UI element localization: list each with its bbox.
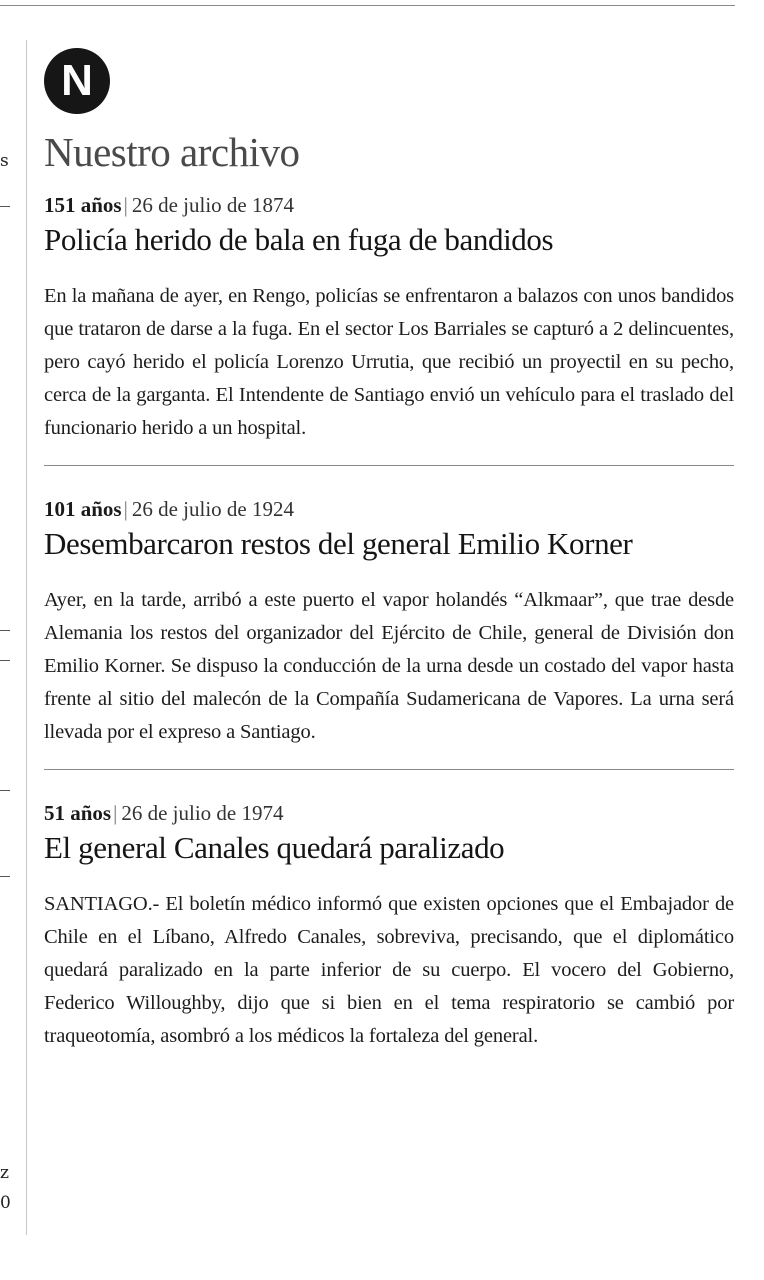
entry-years: 101 años — [44, 497, 122, 521]
entry-date: 26 de julio de 1874 — [131, 193, 294, 217]
entry-headline: El general Canales quedará paralizado — [44, 830, 505, 865]
entry-divider — [44, 769, 734, 770]
column-rule — [26, 40, 27, 1235]
top-rule — [0, 5, 735, 6]
entry-divider — [44, 465, 734, 466]
archive-entry — [44, 496, 734, 749]
entry-kicker — [44, 496, 734, 522]
entry-separator: | — [123, 497, 128, 521]
entry-date: 26 de julio de 1974 — [121, 801, 284, 825]
archive-entry — [44, 800, 734, 1053]
section-title: Nuestro archivo — [44, 129, 300, 175]
entry-date: 26 de julio de 1924 — [131, 497, 294, 521]
entry-kicker — [44, 192, 734, 218]
entry-headline: Policía herido de bala en fuga de bandidos — [44, 222, 554, 257]
section-badge — [44, 48, 110, 114]
badge-letter: N — [61, 56, 93, 105]
adjacent-column-rule — [0, 206, 10, 207]
entry-body: En la mañana de ayer, en Rengo, policías se enfrentaron a balazos con unos bandidos que trataron de darse a la fuga. En el sector Los Barriales se capturó a 2 delincuentes, pero cayó herido el policía Lorenzo Urrutia, que recibió un proyectil en su pecho, cerca de la garganta. El Intendente de Santiago envió un vehículo para el traslado del funcionario herido a un hospital. — [44, 285, 734, 439]
entry-body: Ayer, en la tarde, arribó a este puerto el vapor holandés “Alkmaar”, que trae desde Alemania los restos del organizador del Ejército de Chile, general de División don Emilio Korner. Se dispuso la conducción de la urna desde un costado del vapor hasta frente al sitio del malecón de la Compañía Sudamericana de Vapores. La urna será llevada por el expreso a Santiago. — [44, 589, 734, 743]
archive-column — [44, 48, 734, 1053]
adjacent-column-fragment: z — [0, 1163, 9, 1183]
entry-years: 51 años — [44, 801, 112, 825]
adjacent-column-fragment: s — [0, 151, 9, 171]
entry-body: SANTIAGO.- El boletín médico informó que existen opciones que el Embajador de Chile en el Líbano, Alfredo Canales, sobreviva, precisando, que el diplomático quedará paralizado en la parte inferior de su cuerpo. El vocero del Gobierno, Federico Willoughby, dijo que si bien en el tema respiratorio se cambió por traqueotomía, asombró a los médicos la fortaleza del general. — [44, 893, 734, 1047]
adjacent-column-rule — [0, 876, 10, 877]
adjacent-column-fragment: 0 — [0, 1193, 11, 1213]
adjacent-column-rule — [0, 660, 10, 661]
adjacent-column-rule — [0, 790, 10, 791]
entry-years: 151 años — [44, 193, 122, 217]
adjacent-column-edge — [0, 40, 22, 1240]
entry-kicker — [44, 800, 734, 826]
adjacent-column-rule — [0, 630, 10, 631]
entry-separator: | — [113, 801, 118, 825]
entry-separator: | — [123, 193, 128, 217]
entry-headline: Desembarcaron restos del general Emilio Korner — [44, 526, 633, 561]
archive-entry — [44, 192, 734, 445]
